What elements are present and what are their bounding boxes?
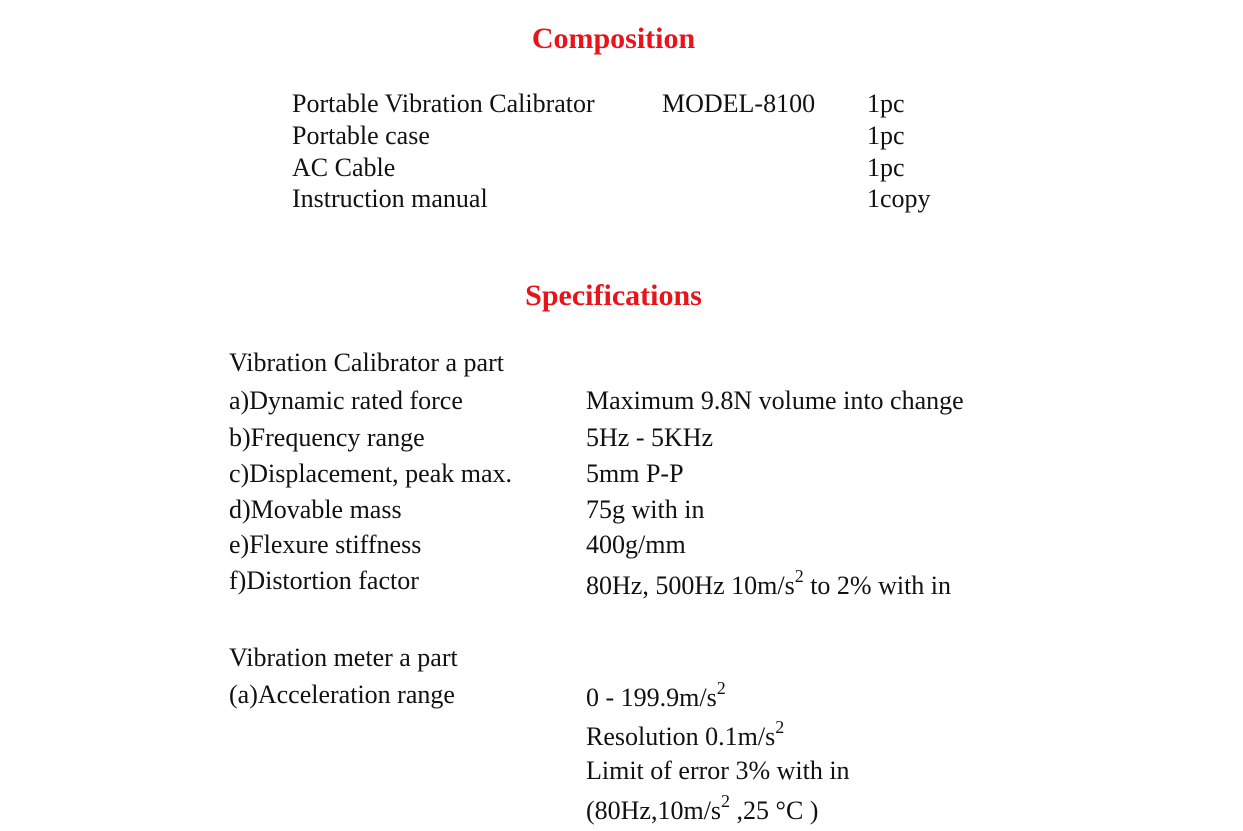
- composition-item-name: Portable Vibration Calibrator: [292, 89, 595, 118]
- composition-item-name: Instruction manual: [292, 184, 488, 213]
- spec-value: 5Hz - 5KHz: [586, 423, 714, 452]
- composition-item-name: AC Cable: [292, 153, 396, 182]
- spec-note: Limit of error 3% with in: [586, 756, 850, 785]
- spec-label: e)Flexure stiffness: [229, 530, 422, 559]
- spec-value: 80Hz, 500Hz $10m/s^2$ to 2% with in: [586, 566, 952, 600]
- meter-heading: Vibration meter a part: [229, 643, 458, 672]
- composition-item-name: Portable case: [292, 121, 430, 150]
- spec-note: Resolution $0.1m/s^2$: [586, 717, 785, 751]
- spec-value: 400g/mm: [586, 530, 686, 559]
- spec-label: (a)Acceleration range: [229, 680, 455, 709]
- specifications-title: Specifications: [525, 279, 702, 312]
- composition-item-qty: 1pc: [867, 121, 905, 150]
- spec-label: c)Displacement, peak max.: [229, 459, 512, 488]
- composition-item-qty: 1copy: [867, 184, 931, 213]
- spec-value: 75g with in: [586, 495, 705, 524]
- spec-label: b)Frequency range: [229, 423, 425, 452]
- spec-label: d)Movable mass: [229, 495, 402, 524]
- composition-item-model: MODEL-8100: [662, 89, 816, 118]
- calibrator-heading: Vibration Calibrator a part: [229, 348, 504, 377]
- spec-label: a)Dynamic rated force: [229, 386, 463, 415]
- composition-item-qty: 1pc: [867, 89, 905, 118]
- composition-item-qty: 1pc: [867, 153, 905, 182]
- spec-value: Maximum 9.8N volume into change: [586, 386, 964, 415]
- spec-value: $0 - 199.9m/s^2$: [586, 678, 726, 712]
- spec-note: ($80Hz,10m/s^2$ ,25 °C ): [586, 791, 819, 825]
- composition-title: Composition: [531, 22, 696, 55]
- spec-label: f)Distortion factor: [229, 566, 419, 595]
- spec-value: 5mm P-P: [586, 459, 684, 488]
